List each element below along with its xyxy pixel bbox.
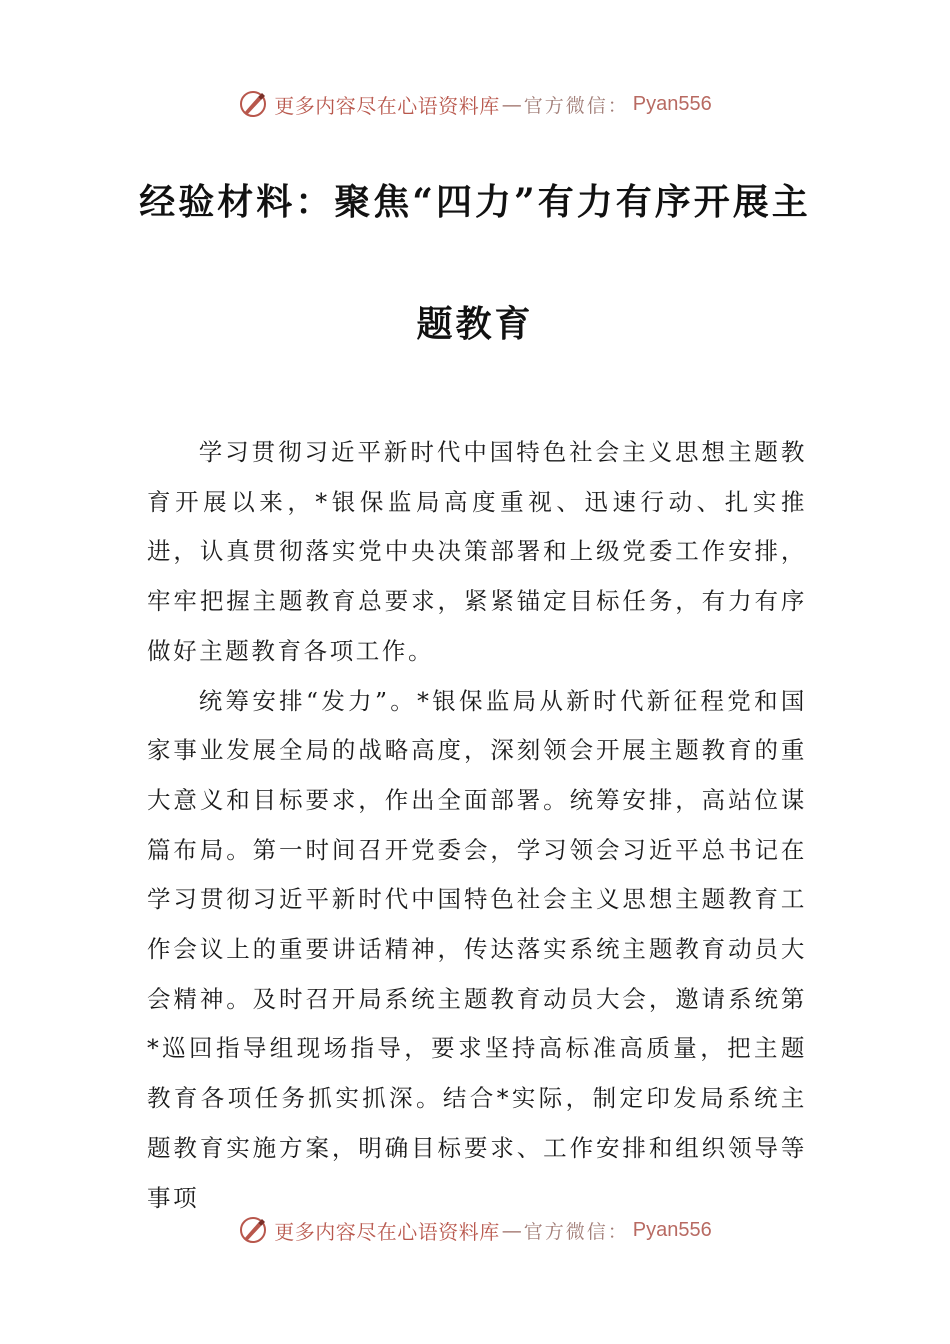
document-title-line-2: 题教育 (416, 303, 534, 345)
footer-banner[interactable] (0, 1210, 950, 1250)
banner-text: 更多内容尽在心语资料库 (274, 93, 500, 118)
wechat-id: Pyan556 (632, 92, 712, 115)
banner-separator: — (501, 92, 522, 116)
wechat-id: Pyan556 (632, 1218, 712, 1241)
banner-text: 更多内容尽在心语资料库 (274, 1219, 500, 1244)
document-body (147, 428, 807, 1223)
banner-label: 官方微信： (523, 1220, 629, 1243)
paragraph: 学习贯彻习近平新时代中国特色社会主义思想主题教育开展以来，*银保监局高度重视、迅速行动、扎实推进，认真贯彻落实党中央决策部署和上级党委工作安排，牢牢把握主题教育总要求，紧紧锚定目标任务，有力有序做好主题教育各项工作。 (147, 438, 807, 665)
paragraph: 统筹安排“发力”。*银保监局从新时代新征程党和国家事业发展全局的战略高度，深刻领会开展主题教育的重大意义和目标要求，作出全面部署。统筹安排，高站位谋篇布局。第一时间召开党委会，学习领会习近平总书记在学习贯彻习近平新时代中国特色社会主义思想主题教育工作会议上的重要讲话精神，传达落实系统主题教育动员大会精神。及时召开局系统主题教育动员大会，邀请系统第*巡回指导组现场指导，要求坚持高标准高质量，把主题教育各项任务抓实抓深。结合*实际，制定印发局系统主题教育实施方案，明确目标要求、工作安排和组织领导等事项 (147, 686, 807, 1212)
banner-label: 官方微信： (523, 94, 629, 117)
pen-logo-icon (238, 89, 268, 119)
banner-separator: — (501, 1218, 522, 1242)
pen-logo-icon (238, 1215, 268, 1245)
document-title-line-1: 经验材料：聚焦“四力”有力有序开展主 (139, 181, 811, 223)
header-banner[interactable] (0, 84, 950, 124)
